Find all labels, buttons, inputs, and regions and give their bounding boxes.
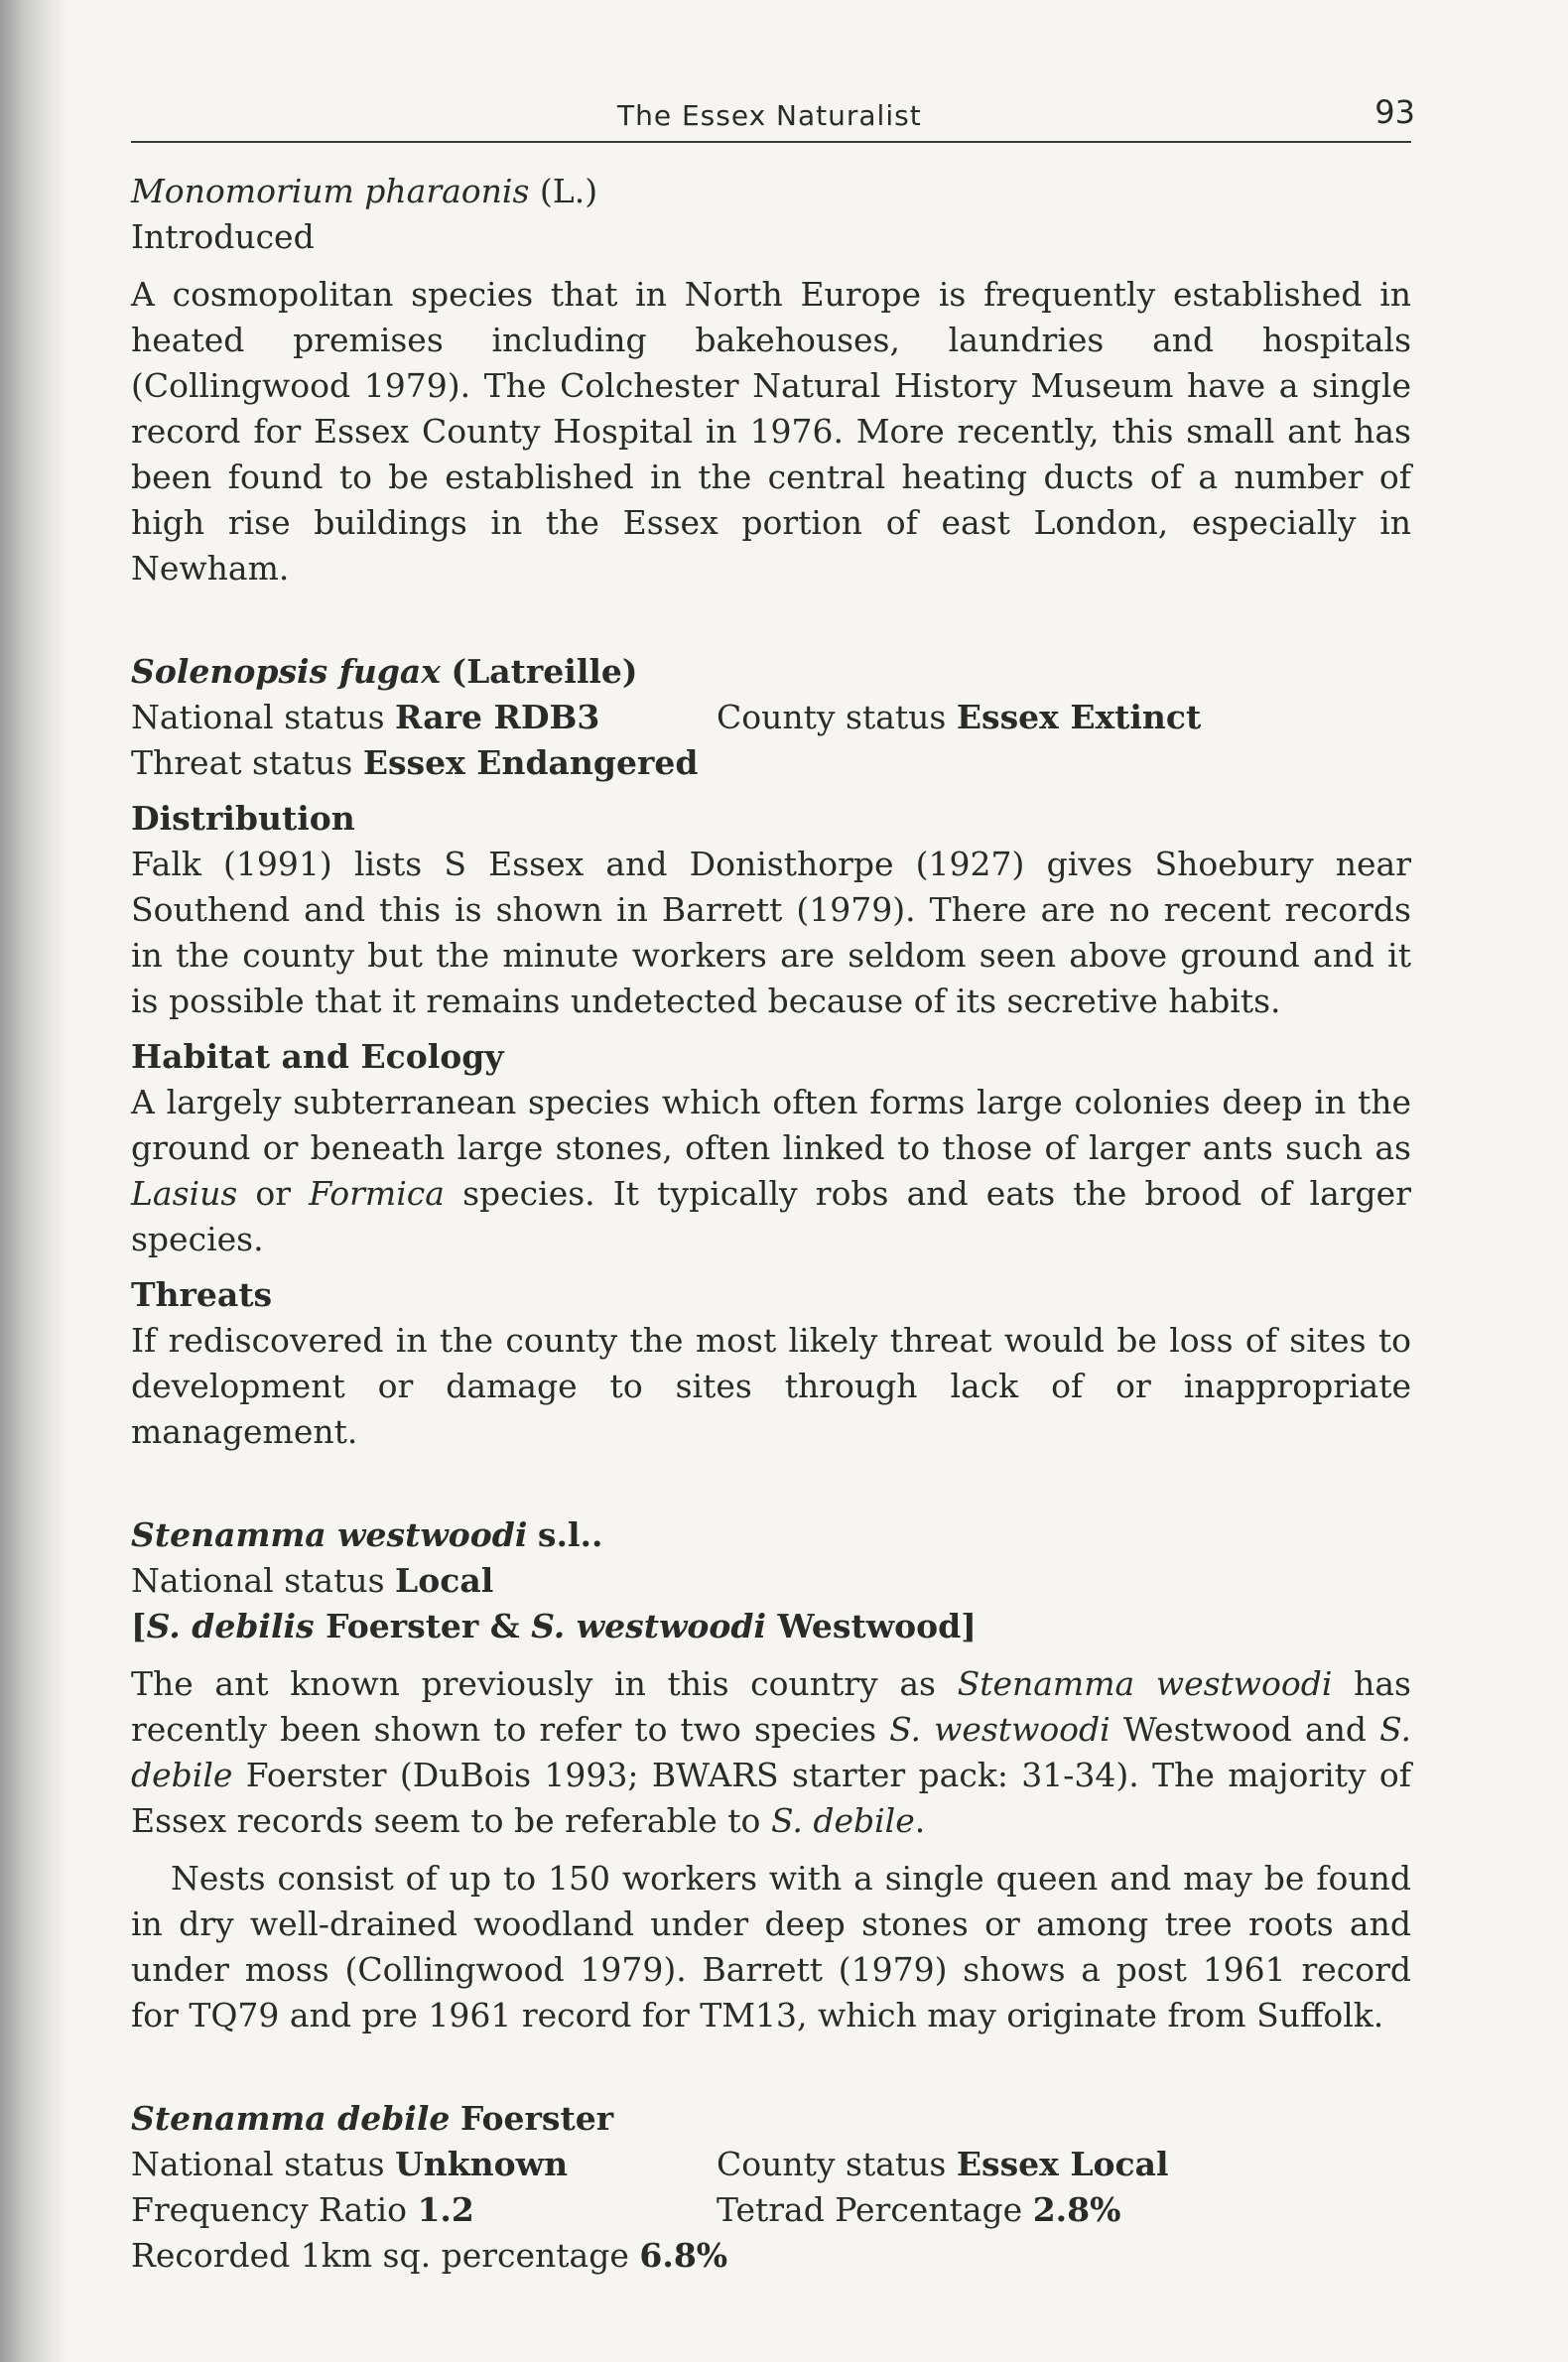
running-header [131,89,1415,143]
section-heading-distribution: Distribution [131,799,355,838]
threat-status-label: Threat status [131,743,353,782]
habitat-paragraph [131,1080,1411,1262]
book-gutter-shadow [0,0,69,2362]
page-number: 93 [1374,93,1415,131]
species-author: (L.) [539,172,598,210]
habitat-text-2: or [255,1174,292,1213]
species-name: Stenamma westwoodi [131,1515,528,1554]
genus-formica: Formica [309,1174,445,1213]
species-author: Foerster [459,2099,614,2138]
synonym-westwood: Westwood] [777,1607,977,1645]
tetrad-percentage-value: 2.8% [1032,2190,1121,2229]
habitat-text-3: species. It typically robs and eats the brood of larger species. [131,1174,1411,1258]
species-title [131,169,1411,214]
species-ref: S. westwoodi [889,1710,1111,1749]
county-status-value: Essex Local [956,2145,1169,2183]
section-heading-habitat: Habitat and Ecology [131,1037,504,1076]
page [131,89,1415,2279]
national-status-row [131,1558,1411,1604]
synonym-debilis: S. debilis [146,1607,315,1645]
km-square-label: Recorded 1km sq. percentage [131,2236,629,2275]
frequency-ratio-label: Frequency Ratio [131,2190,407,2229]
species-entry-monomorium [131,169,1411,591]
national-status-label: National status [131,1561,385,1600]
para-text: Foerster (DuBois 1993; BWARS starter pack: 31-34). The majority of Essex records seem to be referable to [131,1756,1411,1840]
species-title [131,1512,1411,1558]
species-author: (Latreille) [451,652,638,691]
species-ref: Stenamma westwoodi [957,1664,1333,1703]
section-heading-threats: Threats [131,1275,273,1314]
threat-status-value: Essex Endangered [362,743,699,782]
bracket-open: [ [131,1607,147,1645]
ratio-row [131,2187,1411,2233]
distribution-paragraph: Falk (1991) lists S Essex and Donisthorpe (1927) gives Shoebury near Southend and this is shown in Barrett (1979). There are no recent records in the county but the minute workers are seldom seen above ground and it is possible that it remains undetected because of its secretive habits. [131,845,1411,1020]
species-ref: S. debile [131,1710,1411,1794]
county-status-label: County status [717,2145,947,2183]
species-suffix: s.l.. [537,1515,603,1554]
species-paragraph: A cosmopolitan species that in North Europe is frequently established in heated premises including bakehouses, laundries and hospitals (Collingwood 1979). The Colchester Natural History Museum have a single record for Essex County Hospital in 1976. More recently, this small ant has been found to be established in the central heating ducts of a number of high rise buildings in the Essex portion of east London, especially in Newham. [131,275,1411,588]
species-entry-stenamma-westwoodi [131,1512,1411,2038]
status-row [131,2142,1411,2187]
para-text: Westwood and [1122,1710,1367,1749]
frequency-ratio-value: 1.2 [417,2190,474,2229]
species-entry-stenamma-debile [131,2096,1411,2279]
para-text: has recently been shown to refer to two species [131,1664,1411,1749]
national-status-label: National status [131,2145,385,2183]
synonymy-line [131,1604,1411,1649]
county-status-value: Essex Extinct [956,698,1202,736]
genus-lasius: Lasius [131,1174,238,1213]
species-name: Stenamma debile [131,2099,451,2138]
county-status-label: County status [717,698,947,736]
km-square-value: 6.8% [639,2236,728,2275]
para-text: The ant known previously in this country as [131,1664,936,1703]
national-status-value: Local [395,1561,494,1600]
synonym-westwoodi: S. westwoodi [531,1607,767,1645]
species-title [131,649,1411,695]
tetrad-percentage-label: Tetrad Percentage [717,2190,1023,2229]
threat-status-row [131,740,1411,786]
national-status-value: Unknown [395,2145,569,2183]
synonym-foerster: Foerster & [326,1607,520,1645]
species-title [131,2096,1411,2142]
status-introduced: Introduced [131,217,315,256]
national-status-label: National status [131,698,385,736]
journal-title: The Essex Naturalist [617,99,922,132]
species-paragraph-1 [131,1661,1411,1844]
threats-paragraph: If rediscovered in the county the most likely threat would be loss of sites to development or damage to sites through lack of or inappropriate management. [131,1321,1411,1451]
status-row [131,695,1411,740]
species-ref: S. debile [770,1801,915,1840]
species-name: Solenopsis fugax [131,652,441,691]
km-square-row [131,2233,1411,2279]
para-text: . [914,1801,926,1840]
species-entry-solenopsis [131,649,1411,1455]
species-paragraph-2: Nests consist of up to 150 workers with a single queen and may be found in dry well-drained woodland under deep stones or among tree roots and under moss (Collingwood 1979). Barrett (1979) shows a post 1961 record for TQ79 and pre 1961 record for TM13, which may originate from Suffolk. [131,1859,1411,2034]
national-status-value: Rare RDB3 [395,698,600,736]
habitat-text-1: A largely subterranean species which often forms large colonies deep in the ground or beneath large stones, often linked to those of larger ants such as [131,1083,1411,1167]
species-name: Monomorium pharaonis [131,172,530,210]
